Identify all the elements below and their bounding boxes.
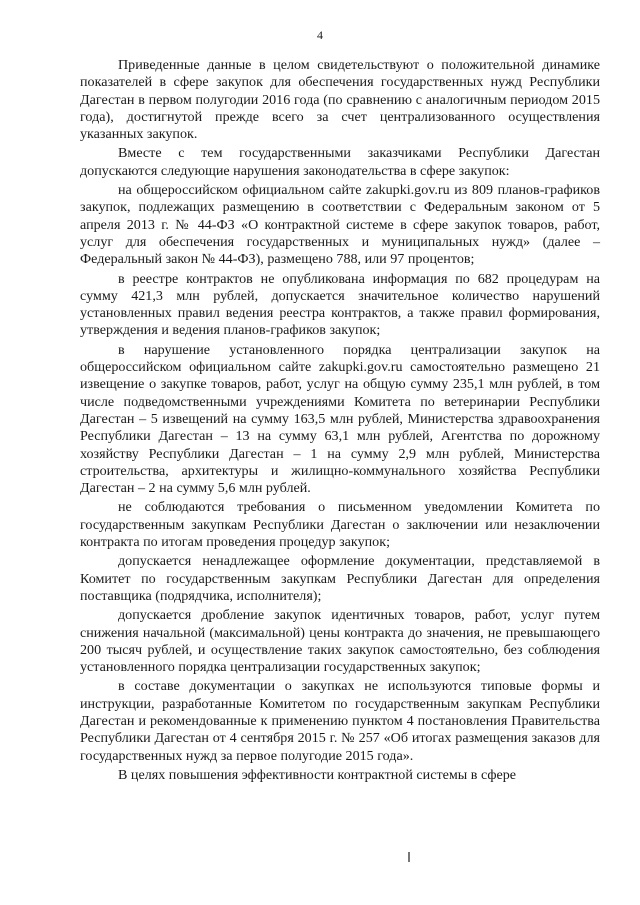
scan-mark bbox=[408, 852, 410, 862]
paragraph-summary: Приведенные данные в целом свидетельствуют о положительной динамике показателей в сфере закупок для обеспечения государственных нужд Республики Дагестан в первом полугодии 2016 года (по сравнению с аналогичным периодом 2015 года), достигнутой прежде всего за счет централизованного осуществления указанных закупок. bbox=[80, 57, 600, 143]
paragraph-documentation: допускается ненадлежащее оформление документации, представляемой в Комитет по государственным закупкам Республики Дагестан для определения поставщика (подрядчика, исполнителя); bbox=[80, 553, 600, 604]
paragraph-standard-forms: в составе документации о закупках не используются типовые формы и инструкции, разработанные Комитетом по государственным закупкам Республики Дагестан и рекомендованные к применению пунктом 4 постановления Правительства Республики Дагестан от 4 сентября 2015 г. № 257 «Об итогах размещения заказов для государственных нужд за первое полугодие 2015 года». bbox=[80, 678, 600, 764]
page-number: 4 bbox=[317, 28, 323, 42]
paragraph-violations-intro: Вместе с тем государственными заказчиками Республики Дагестан допускаются следующие нарушения законодательства в сфере закупок: bbox=[80, 145, 600, 179]
document-body bbox=[80, 57, 600, 786]
paragraph-splitting: допускается дробление закупок идентичных товаров, работ, услуг путем снижения начальной (максимальной) цены контракта до значения, не превышающего 200 тысяч рублей, и осуществление таких закупок самостоятельно, без соблюдения установленного порядка централизации государственных закупок; bbox=[80, 607, 600, 676]
paragraph-notification: не соблюдаются требования о письменном уведомлении Комитета по государственным закупкам Республики Дагестан о заключении или незаключении контракта по итогам проведения процедур закупок; bbox=[80, 499, 600, 551]
paragraph-plan-schedules: на общероссийском официальном сайте zakupki.gov.ru из 809 планов-графиков закупок, подлежащих размещению в соответствии с Федеральным законом от 5 апреля 2013 г. № 44-ФЗ «О контрактной системе в сфере закупок товаров, работ, услуг для обеспечения государственных и муниципальных нужд» (далее – Федеральный закон № 44-ФЗ), размещено 788, или 97 процентов; bbox=[80, 182, 600, 268]
paragraph-centralization: в нарушение установленного порядка централизации закупок на общероссийском официальном сайте zakupki.gov.ru самостоятельно размещено 21 извещение о закупке товаров, работ, услуг на общую сумму 235,1 млн рублей, в том числе подведомственными учреждениями Комитета по ветеринарии Республики Дагестан – 5 извещений на сумму 163,5 млн рублей, Министерства здравоохранения Республики Дагестан – 13 на сумму 63,1 млн рублей, Агентства по дорожному хозяйству Республики Дагестан – 1 на сумму 2,9 млн рублей, Министерства строительства, архитектуры и жилищно-коммунального хозяйства Республики Дагестан – 2 на сумму 5,6 млн рублей. bbox=[80, 341, 600, 497]
paragraph-efficiency: В целях повышения эффективности контрактной системы в сфере bbox=[118, 766, 517, 783]
paragraph-contract-registry: в реестре контрактов не опубликована информация по 682 процедурам на сумму 421,3 млн рублей, допускается значительное количество нарушений установленных правил ведения реестра контрактов, а также правил формирования, утверждения и ведения планов-графиков закупок; bbox=[80, 270, 600, 339]
